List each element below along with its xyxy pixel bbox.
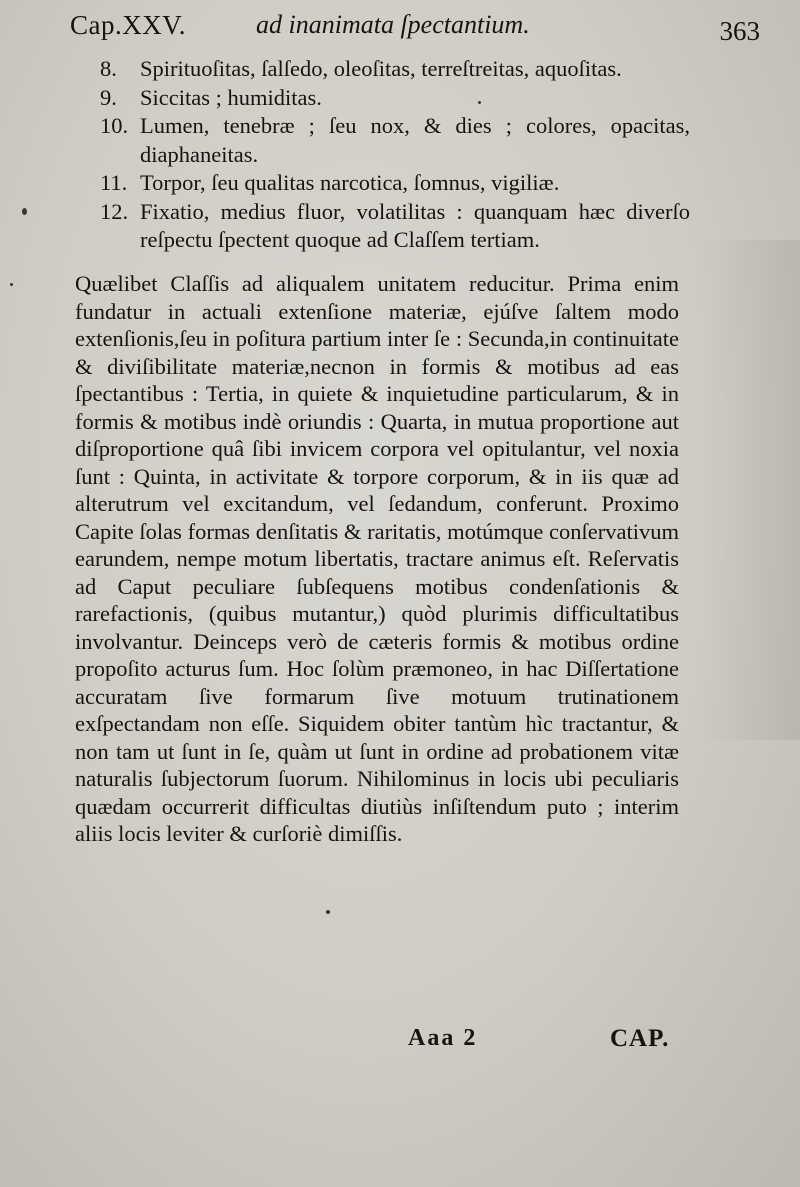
page-number: 363 [719, 16, 760, 46]
numbered-list [100, 55, 690, 255]
list-item-number: 11. [100, 170, 128, 195]
ink-speck [478, 101, 481, 104]
ink-speck [10, 283, 13, 286]
list-item [100, 112, 690, 169]
ink-speck [326, 910, 330, 914]
list-item-text: Fixatio, medius fluor, volatilitas : quanquam hæc diverſo reſpectu ſpectent quoque ad Claſſem tertiam. [140, 198, 690, 252]
list-item-text: Torpor, ſeu qualitas narcotica, ſomnus, vigiliæ. [140, 170, 560, 195]
list-item-text: Spirituoſitas, ſalſedo, oleoſitas, terreſtreitas, aquoſitas. [140, 56, 622, 81]
list-item-number: 12. [100, 198, 129, 224]
list-item-text: Siccitas ; humiditas. [140, 84, 322, 110]
list-item [100, 169, 690, 198]
list-item-number: 8. [100, 56, 117, 81]
list-item-number: 10. [100, 113, 129, 138]
list-item-text: Lumen, tenebræ ; ſeu nox, & dies ; colores, opacitas, diaphaneitas. [140, 113, 690, 167]
running-head [70, 6, 760, 46]
running-title: ad inanimata ſpectantium. [256, 10, 530, 39]
list-item [100, 84, 690, 113]
list-item [100, 55, 690, 84]
ink-speck [22, 208, 27, 215]
list-item [100, 198, 690, 255]
signature-mark: Aaa 2 [408, 1025, 478, 1051]
bleed-through-shadow [700, 240, 800, 740]
chapter-label: Cap.XXV. [70, 10, 187, 40]
list-item-number: 9. [100, 84, 117, 110]
body-paragraph: Quælibet Claſſis ad aliqualem unitatem reducitur. Prima enim fundatur in actuali extenſione materiæ, ejúſve ſaltem modo extenſionis,ſeu in poſitura partium inter ſe : Secunda,in continuitate & diviſibilitate materiæ,necnon in formis & motibus ad eas ſpectantibus : Tertia, in quiete & inquietudine particularum, & in formis & motibus indè oriundis : Quarta, in mutua proportione aut diſproportione quâ ſibi invicem corpora vel opitulantur, vel noxia ſunt : Quinta, in activitate & torpore corporum, & in iis quæ ad alterutrum vel excitandum, vel ſedandum, conferunt. Proximo Capite ſolas formas denſitatis & raritatis, motúmque conſervativum earundem, nempe motum libertatis, tractare animus eſt. Reſervatis ad Caput peculiare ſubſequens motibus condenſationis & rarefactionis, (quibus mutantur,) quòd plurimis difficultatibus involvantur. Deinceps verò de cæteris formis & motibus ordine propoſito acturus ſum. Hoc ſolùm præmoneo, in hac Diſſertatione accuratam ſive formarum ſive motuum trutinationem exſpectandam non eſſe. Siquidem obiter tantùm hìc tractantur, & non tam ut ſunt in ſe, quàm ut ſunt in ordine ad probationem vitæ naturalis ſubjectorum ſuorum. Nihilominus in locis ubi peculiaris quædam occurrerit difficultas diutiùs inſiſtendum puto ; interim aliis locis leviter & curſoriè dimiſſis. [75, 271, 679, 846]
catchword: CAP. [610, 1025, 670, 1052]
